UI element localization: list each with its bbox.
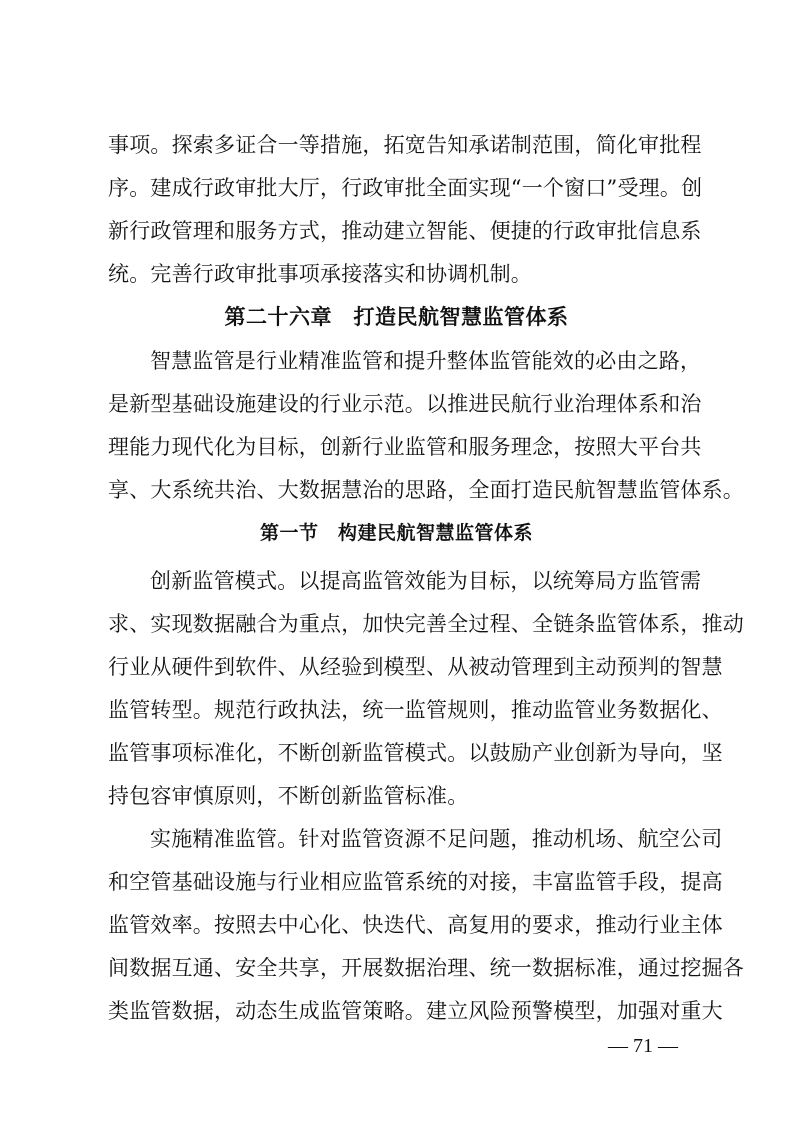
paragraph-line: 类监管数据，动态生成监管策略。建立风险预警模型，加强对重大 [108, 999, 723, 1023]
chapter-heading: 第二十六章 打造民航智慧监管体系 [224, 305, 569, 329]
paragraph-line: 新行政管理和服务方式，推动建立智能、便捷的行政审批信息系 [108, 219, 702, 243]
paragraph-line: 间数据互通、安全共享，开展数据治理、统一数据标准，通过挖掘各 [108, 956, 744, 980]
paragraph-line: 实施精准监管。针对监管资源不足问题，推动机场、航空公司 [150, 827, 723, 851]
paragraph-line: 智慧监管是行业精准监管和提升整体监管能效的必由之路， [150, 349, 702, 373]
paragraph-line: 和空管基础设施与行业相应监管系统的对接，丰富监管手段，提高 [108, 870, 723, 894]
paragraph-line: 求、实现数据融合为重点，加快完善全过程、全链条监管体系，推动 [108, 612, 744, 636]
paragraph-line: 事项。探索多证合一等措施，拓宽告知承诺制范围，简化审批程 [108, 133, 702, 157]
paragraph-line: 是新型基础设施建设的行业示范。以推进民航行业治理体系和治 [108, 392, 702, 416]
paragraph-line: 监管效率。按照去中心化、快迭代、高复用的要求，推动行业主体 [108, 913, 723, 937]
paragraph-line: 序。建成行政审批大厅，行政审批全面实现“一个窗口”受理。创 [108, 176, 703, 200]
paragraph-line: 持包容审慎原则，不断创新监管标准。 [108, 784, 469, 808]
paragraph-line: 行业从硬件到软件、从经验到模型、从被动管理到主动预判的智慧 [108, 655, 723, 679]
paragraph-line: 监管事项标准化，不断创新监管模式。以鼓励产业创新为导向，坚 [108, 741, 723, 765]
paragraph-line: 监管转型。规范行政执法，统一监管规则，推动监管业务数据化、 [108, 698, 723, 722]
paragraph-line: 创新监管模式。以提高监管效能为目标，以统筹局方监管需 [150, 569, 702, 593]
paragraph-line: 享、大系统共治、大数据慧治的思路，全面打造民航智慧监管体系。 [108, 478, 744, 502]
page-number: — 71 — [608, 1035, 678, 1057]
paragraph-line: 统。完善行政审批事项承接落实和协调机制。 [108, 262, 532, 286]
paragraph-line: 理能力现代化为目标，创新行业监管和服务理念，按照大平台共 [108, 435, 702, 459]
section-heading: 第一节 构建民航智慧监管体系 [259, 522, 533, 544]
